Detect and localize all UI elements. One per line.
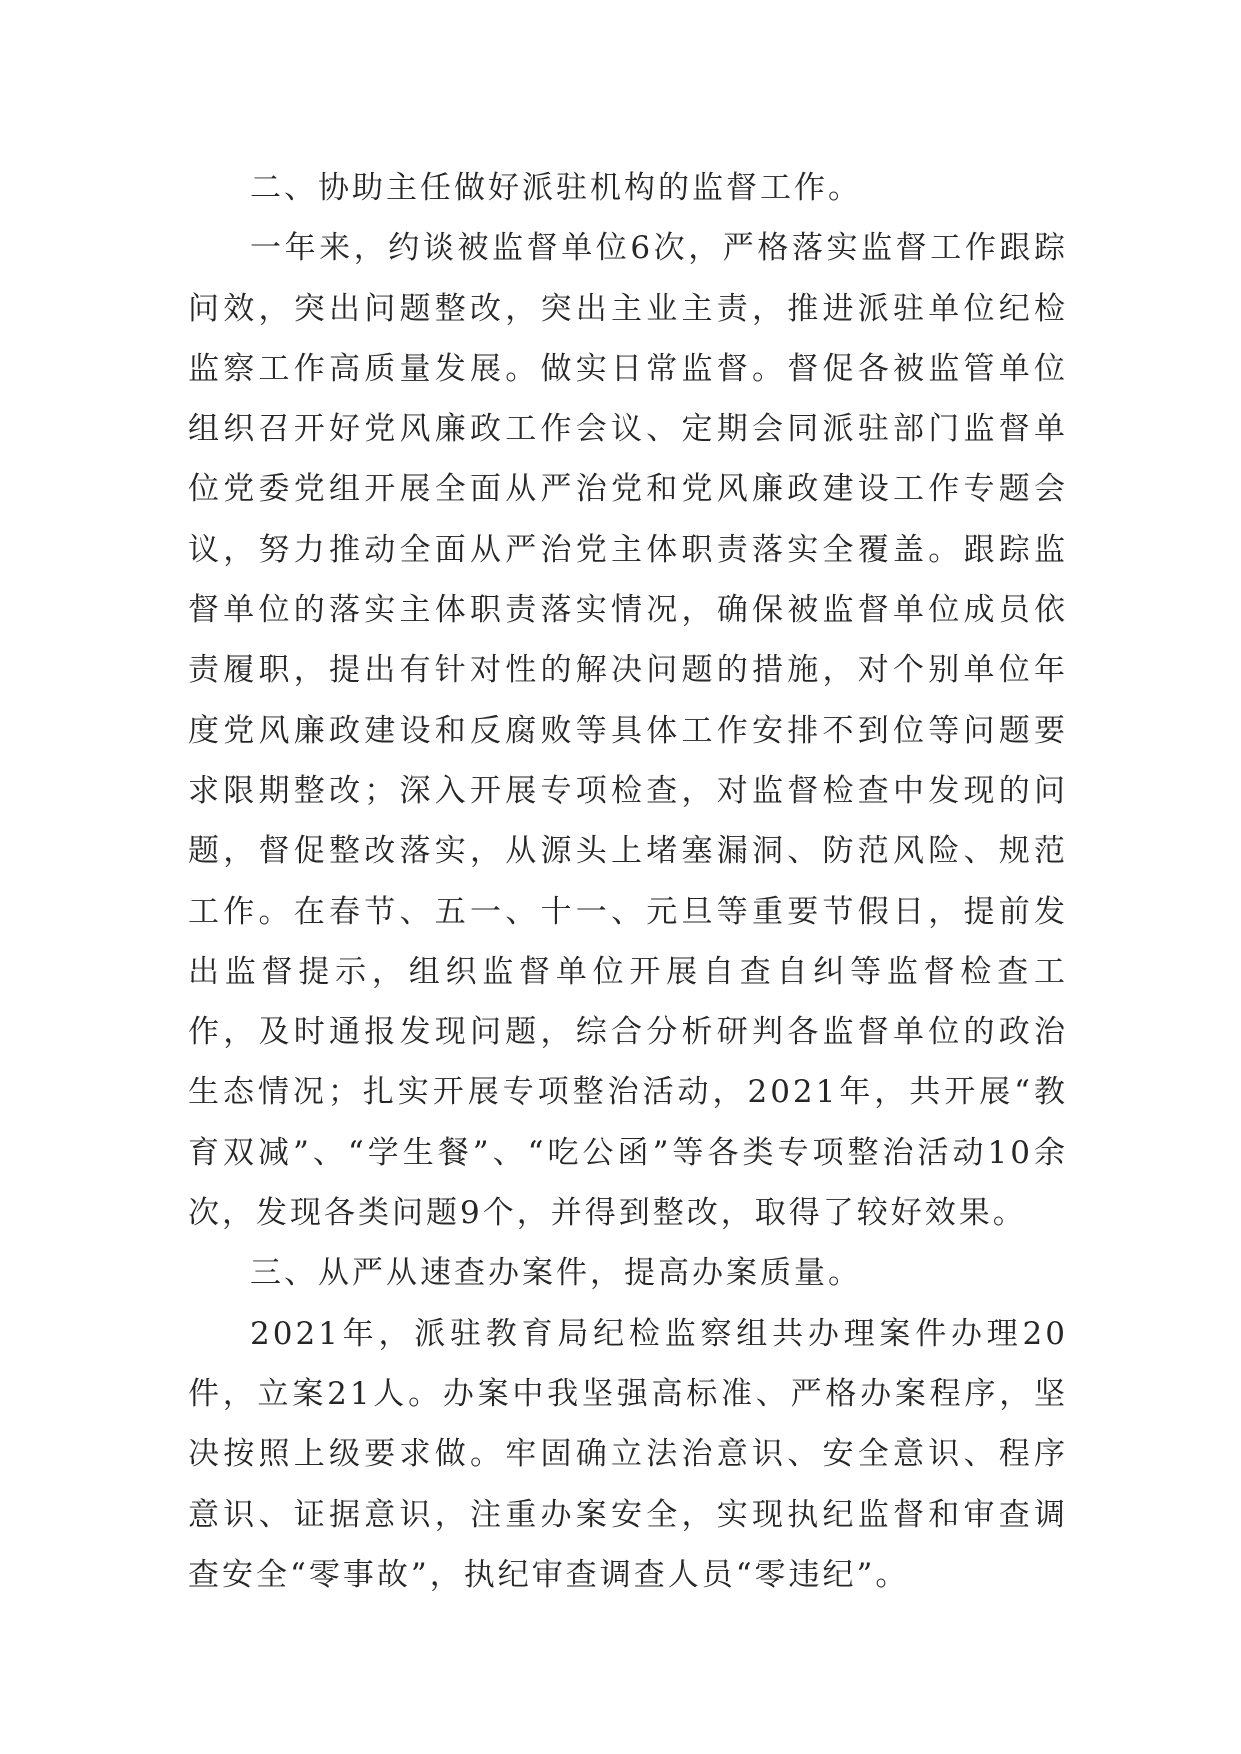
paragraph-cases: 2021年，派驻教育局纪检监察组共办理案件办理20件，立案21人。办案中我坚强高标准、严格办案程序，坚决按照上级要求做。牢固确立法治意识、安全意识、程序意识、证据意识，注重办案安全，实现执纪监督和审查调查安全“零事故”，执纪审查调查人员“零违纪”。 bbox=[188, 1315, 1068, 1593]
document-body bbox=[188, 158, 1068, 1605]
section-heading-3: 三、从严从速查办案件，提高办案质量。 bbox=[250, 1255, 862, 1292]
paragraph-supervision: 一年来，约谈被监督单位6次，严格落实监督工作跟踪问效，突出问题整改，突出主业主责，推进派驻单位纪检监察工作高质量发展。做实日常监督。督促各被监管单位组织召开好党风廉政工作会议、定期会同派驻部门监督单位党委党组开展全面从严治党和党风廉政建设工作专题会议，努力推动全面从严治党主体职责落实全覆盖。跟踪监督单位的落实主体职责落实情况，确保被监督单位成员依责履职，提出有针对性的解决问题的措施，对个别单位年度党风廉政建设和反腐败等具体工作安排不到位等问题要求限期整改；深入开展专项检查，对监督检查中发现的问题，督促整改落实，从源头上堵塞漏洞、防范风险、规范工作。在春节、五一、十一、元旦等重要节假日，提前发出监督提示，组织监督单位开展自查自纠等监督检查工作，及时通报发现问题，综合分析研判各监督单位的政治生态情况；扎实开展专项整治活动，2021年，共开展“教育双减”、“学生餐”、“吃公函”等各类专项整治活动10余次，发现各类问题9个，并得到整改，取得了较好效果。 bbox=[188, 230, 1068, 1232]
section-heading-2: 二、协助主任做好派驻机构的监督工作。 bbox=[250, 170, 862, 206]
